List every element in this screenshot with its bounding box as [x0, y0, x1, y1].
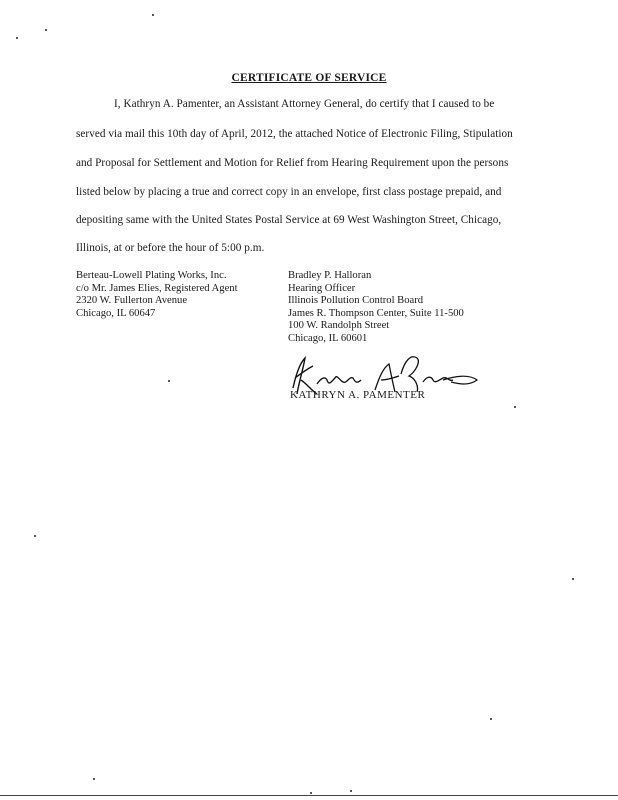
scan-speck — [45, 29, 47, 31]
body-line-3: and Proposal for Settlement and Motion for Relief from Hearing Requirement upon the persons — [76, 157, 509, 169]
scan-speck — [16, 37, 18, 39]
scan-speck — [152, 14, 154, 16]
address-line: Berteau-Lowell Plating Works, Inc. — [76, 270, 227, 281]
scan-speck — [490, 718, 492, 720]
address-line: Hearing Officer — [288, 282, 356, 294]
body-line-6: Illinois, at or before the hour of 5:00 p.m. — [76, 242, 265, 254]
signatory-name: KATHRYN A. PAMENTER — [290, 389, 426, 401]
scan-speck — [310, 792, 312, 794]
scan-speck — [93, 778, 95, 780]
scan-speck — [34, 535, 36, 537]
recipient-address-left — [76, 270, 238, 320]
scan-speck — [572, 578, 574, 580]
recipient-address-right — [288, 270, 464, 346]
address-line: Bradley P. Halloran — [288, 270, 372, 281]
body-line-1: I, Kathryn A. Pamenter, an Assistant Attorney General, do certify that I caused to be — [114, 98, 495, 110]
body-line-2: served via mail this 10th day of April, 2012, the attached Notice of Electronic Filing, Stipulation — [76, 128, 513, 140]
address-line: Chicago, IL 60647 — [76, 307, 156, 319]
address-line: James R. Thompson Center, Suite 11-500 — [288, 307, 464, 319]
address-line: 2320 W. Fullerton Avenue — [76, 295, 188, 307]
address-line: Illinois Pollution Control Board — [288, 295, 424, 307]
body-line-4: listed below by placing a true and correct copy in an envelope, first class postage prepaid, and — [76, 186, 502, 198]
body-line-5: depositing same with the United States Postal Service at 69 West Washington Street, Chicago, — [76, 214, 502, 226]
scan-speck — [350, 790, 352, 792]
document-title: CERTIFICATE OF SERVICE — [231, 72, 387, 84]
scan-speck — [514, 406, 516, 408]
address-line: c/o Mr. James Elies, Registered Agent — [76, 282, 238, 294]
address-line: 100 W. Randolph Street — [288, 320, 390, 332]
scan-edge-line — [0, 795, 618, 796]
address-line: Chicago, IL 60601 — [288, 332, 368, 344]
scan-speck — [168, 380, 170, 382]
